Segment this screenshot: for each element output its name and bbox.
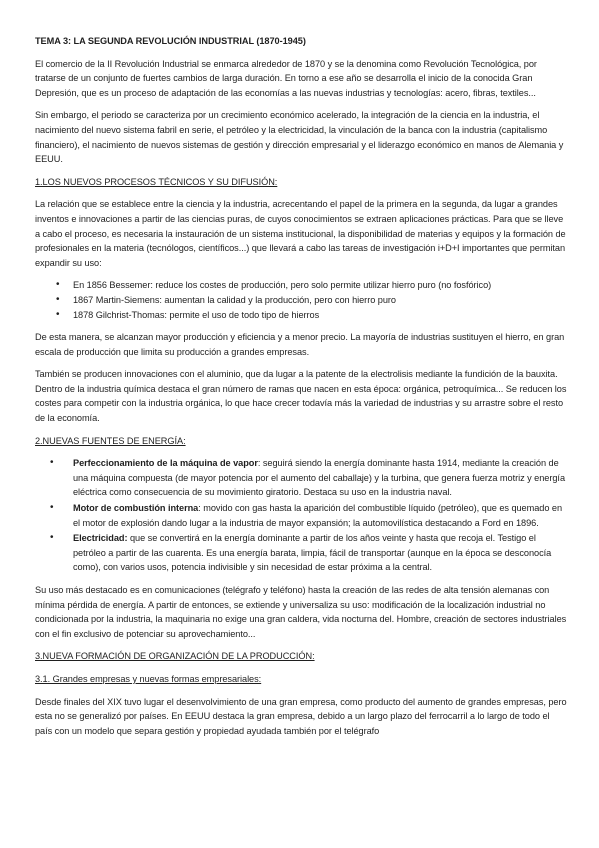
list-item: • 1878 Gilchrist-Thomas: permite el uso de todo tipo de hierros xyxy=(35,308,569,323)
list-item: • En 1856 Bessemer: reduce los costes de producción, pero solo permite utilizar hierro puro (no fosfórico) xyxy=(35,278,569,293)
section-1-paragraph-1: La relación que se establece entre la ciencia y la industria, acrecentando el papel de la primera en la segunda, da lugar a grandes inventos e innovaciones a partir de las ciencias puras, de cuyos conocimientos se extraen aplicaciones prácticas. Para que se lleve a cabo el proceso, es necesaria la instauración de un sistema institucional, la disponibilidad de materias y equipos y la formación de profesionales en la materia (tecnólogos, científicos...) que llevará a cabo las tareas de investigación i+D+I importantes que permitan expandir su uso: xyxy=(35,199,566,268)
section-1-heading: 1.LOS NUEVOS PROCESOS TÉCNICOS Y SU DIFUSIÓN: xyxy=(35,176,278,187)
document-title: TEMA 3: LA SEGUNDA REVOLUCIÓN INDUSTRIAL (1870-1945) xyxy=(35,36,306,46)
term-combustion-engine: Motor de combustión interna xyxy=(73,503,199,514)
list-item: • 1867 Martin-Siemens: aumentan la calidad y la producción, pero con hierro puro xyxy=(35,293,569,308)
section-1-paragraph-3: También se producen innovaciones con el aluminio, que da lugar a la patente de la electrolisis mediante la fundición de la bauxita. Dentro de la industria química destaca el gran número de ramas que nacen en esta época: orgánica, petroquímica... Se reducen los costes para competir con la industria orgánica, lo que hace crecer todavía más la variedad de industrias y su arrastre sobre el resto de la economía. xyxy=(35,369,567,424)
list-item xyxy=(35,501,569,530)
section-3-heading: 3.NUEVA FORMACIÓN DE ORGANIZACIÓN DE LA PRODUCCIÓN: xyxy=(35,651,315,662)
energy-sources-list xyxy=(35,456,569,575)
section-2-heading: 2.NUEVAS FUENTES DE ENERGÍA: xyxy=(35,435,186,446)
list-item xyxy=(35,456,569,500)
term-electricity: Electricidad: xyxy=(73,533,128,544)
steel-process-list xyxy=(35,278,569,322)
intro-paragraph-2: Sin embargo, el periodo se caracteriza por un crecimiento económico acelerado, la integración de la ciencia en la industria, el nacimiento del nuevo sistema fabril en serie, el petróleo y la electricidad, la vinculación de la banca con la industria (capitalismo financiero), el nacimiento de nuevos sistemas de gestión y dirección empresarial y el liderazgo económico en manos de Alemania y EEUU. xyxy=(35,110,564,165)
intro-paragraph-1: El comercio de la II Revolución Industrial se enmarca alrededor de 1870 y se la denomina como Revolución Tecnológica, por tratarse de un conjunto de fuertes cambios de larga duración. En torno a ese año se desarrolla el inicio de la conocida Gran Depresión, que es un proceso de adaptación de las economías a las nuevas industrias y tecnologías: acero, fibras, textiles... xyxy=(35,58,537,98)
term-description: : seguirá siendo la energía dominante hasta 1914, mediante la creación de una máquina compuesta (de mayor potencia por el aumento del caballaje) y la turbina, que genera fuerza motriz y energía eléctrica como consecuencia de su movimiento giratorio. Destaca su uso en la industria naval. xyxy=(73,458,565,498)
section-1-paragraph-2: De esta manera, se alcanzan mayor producción y eficiencia y a menor precio. La mayoría de industrias sustituyen el hierro, en gran escala de producción que limita su producción a grandes empresas. xyxy=(35,332,565,357)
list-item xyxy=(35,531,569,575)
term-steam-engine: Perfeccionamiento de la máquina de vapor xyxy=(73,458,258,469)
term-description: : movido con gas hasta la aparición del combustible líquido (petróleo), que es quemado en el motor de explosión dando lugar a la industria de mayor expansión; la automovilística destacando a Ford en 1896. xyxy=(73,503,563,528)
section-2-paragraph: Su uso más destacado es en comunicaciones (telégrafo y teléfono) hasta la creación de las redes de alta tensión alemanas con mínima pérdida de energía. A partir de entonces, se extiende y universaliza su uso: modificación de la localización industrial no condicionada por la industria, la maquinaria no exige una gran caldera, vida nocturna del. Hombre, creación de sectores industriales con el fin exclusivo de potenciar su aprovechamiento... xyxy=(35,585,567,639)
section-3-paragraph: Desde finales del XIX tuvo lugar el desenvolvimiento de una gran empresa, como producto del aumento de grandes empresas, pero esta no se generalizó por países. En EEUU destaca la gran empresa, debido a un largo plazo del ferrocarril a lo largo de todo el país con un modelo que separa gestión y propiedad ayudada también por el telégrafo xyxy=(35,696,567,736)
term-description: que se convertirá en la energía dominante a partir de los años veinte y hasta que recoja el. Testigo el petróleo a partir de las cuarenta. Es una energía barata, limpia, fácil de transportar (aunque en la época se desconocía como), con varios usos, potencia indivisible y sin necesidad de estar próxima a la central. xyxy=(73,533,552,573)
section-3-1-subheading: 3.1. Grandes empresas y nuevas formas empresariales: xyxy=(35,673,262,684)
